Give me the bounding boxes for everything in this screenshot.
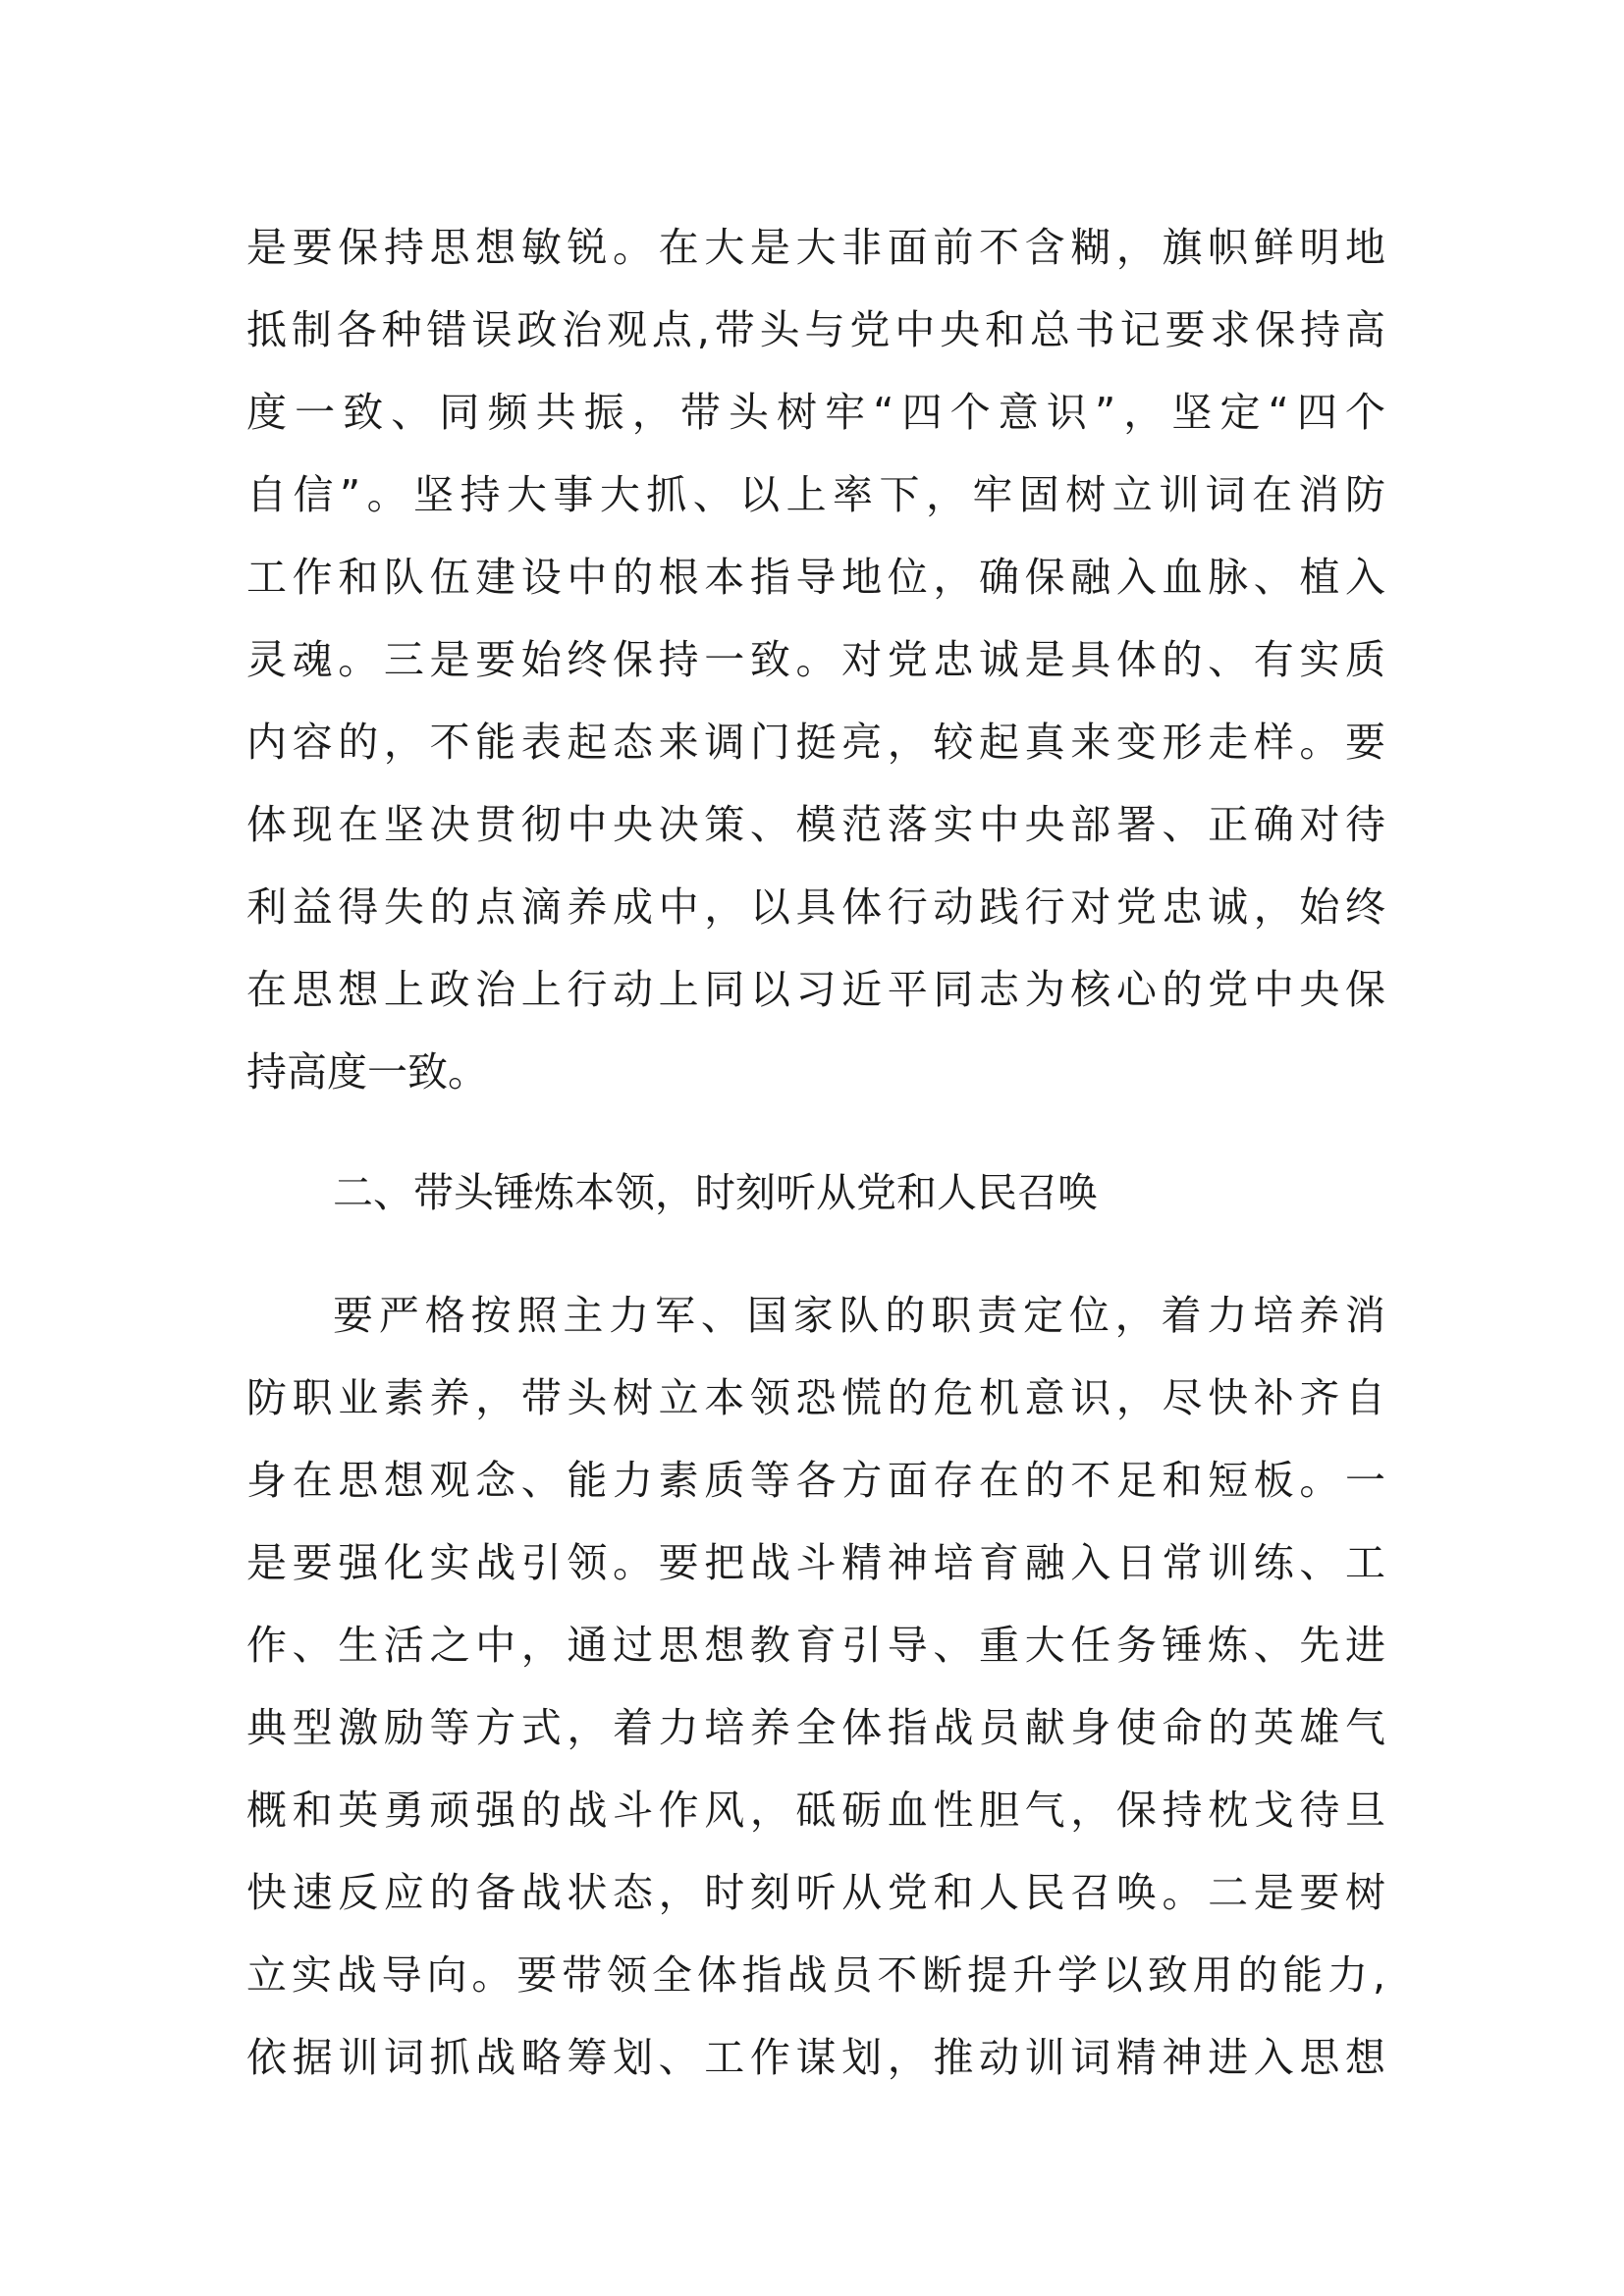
- paragraph-line: 是要强化实战引领。要把战斗精神培育融入日常训练、工: [246, 1539, 1385, 1586]
- paragraph-loyalty: [246, 206, 1385, 1113]
- paragraph-line: 在思想上政治上行动上同以习近平同志为核心的党中央保: [246, 966, 1385, 1013]
- paragraph-line: 抵制各种错误政治观点,带头与党中央和总书记要求保持高: [246, 306, 1385, 353]
- paragraph-line: 快速反应的备战状态，时刻听从党和人民召唤。二是要树: [246, 1869, 1385, 1916]
- paragraph-line: 作、生活之中，通过思想教育引导、重大任务锤炼、先进: [246, 1622, 1385, 1669]
- paragraph-line: 体现在坚决贯彻中央决策、模范落实中央部署、正确对待: [246, 801, 1385, 848]
- paragraph-line: 立实战导向。要带领全体指战员不断提升学以致用的能力,: [246, 1951, 1385, 1999]
- section-heading-text: 二、带头锤炼本领，时刻听从党和人民召唤: [333, 1169, 1098, 1216]
- paragraph-line: 身在思想观念、能力素质等各方面存在的不足和短板。一: [246, 1457, 1385, 1504]
- paragraph-line: 概和英勇顽强的战斗作风，砥砺血性胆气，保持枕戈待旦: [246, 1787, 1385, 1834]
- paragraph-line: 工作和队伍建设中的根本指导地位，确保融入血脉、植入: [246, 554, 1385, 601]
- paragraph-line: 依据训词抓战略筹划、工作谋划，推动训词精神进入思想: [246, 2034, 1385, 2081]
- paragraph-line: 要严格按照主力军、国家队的职责定位，着力培养消: [333, 1292, 1385, 1339]
- paragraph-line: 持高度一致。: [246, 1048, 488, 1095]
- paragraph-line: 内容的，不能表起态来调门挺亮，较起真来变形走样。要: [246, 719, 1385, 766]
- paragraph-skills: [246, 1274, 1385, 2099]
- paragraph-line: 防职业素养，带头树立本领恐慌的危机意识，尽快补齐自: [246, 1374, 1385, 1421]
- paragraph-line: 利益得失的点滴养成中，以具体行动践行对党忠诚，始终: [246, 883, 1385, 931]
- paragraph-line: 自信”。坚持大事大抓、以上率下，牢固树立训词在消防: [246, 471, 1385, 518]
- paragraph-line: 典型激励等方式，着力培养全体指战员献身使命的英雄气: [246, 1704, 1385, 1751]
- paragraph-line: 灵魂。三是要始终保持一致。对党忠诚是具体的、有实质: [246, 636, 1385, 683]
- paragraph-line: 度一致、同频共振，带头树牢“四个意识”，坚定“四个: [246, 389, 1385, 436]
- section-heading: [246, 1151, 1385, 1234]
- paragraph-line: 是要保持思想敏锐。在大是大非面前不含糊，旗帜鲜明地: [246, 224, 1385, 271]
